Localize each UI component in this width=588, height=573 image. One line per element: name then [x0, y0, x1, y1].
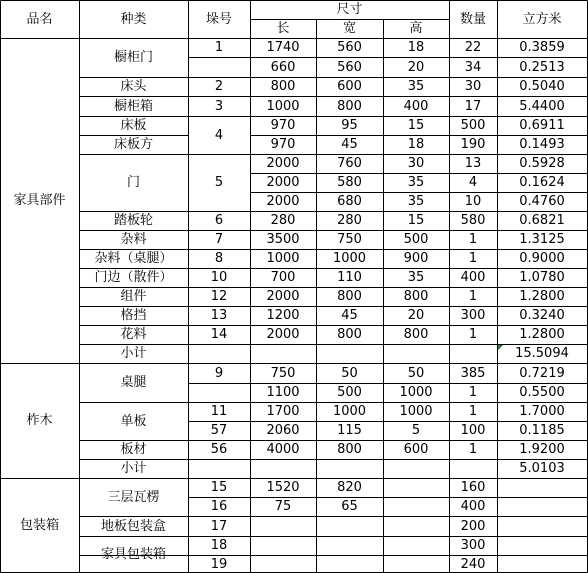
- cell-m3: 1.0780: [519, 270, 565, 285]
- cell-length: 750: [270, 365, 296, 381]
- category-bed-head: 床头: [120, 79, 147, 94]
- category-timber: 板材: [120, 442, 147, 457]
- cell-m3: 0.5928: [519, 156, 565, 171]
- cell-qty: 34: [464, 59, 482, 75]
- cell-length: 1740: [266, 40, 300, 55]
- cell-pile: 8: [214, 251, 224, 266]
- cell-pile: 56: [210, 442, 228, 457]
- category-bed-board-square: 床板方: [113, 137, 153, 152]
- group-furniture: 家具部件: [13, 193, 66, 208]
- header-cubic-meters: 立方米: [522, 11, 562, 27]
- cell-m3: 0.5040: [519, 79, 565, 94]
- category-cabinet-box: 橱柜箱: [113, 98, 153, 114]
- cell-m3: 0.6821: [519, 213, 565, 228]
- cell-length: 2000: [266, 175, 300, 190]
- category-subtotal1: 小计: [120, 346, 147, 361]
- category-pedal-wheel: 踏板轮: [113, 213, 153, 228]
- cell-width: 800: [337, 442, 362, 457]
- cell-qty: 385: [460, 365, 486, 381]
- cell-height: 35: [407, 270, 425, 285]
- category-misc: 杂料: [120, 232, 147, 247]
- cell-qty: 10: [464, 194, 482, 209]
- cell-m3: 0.1624: [519, 175, 565, 190]
- header-size: 尺寸: [336, 2, 363, 17]
- cell-qty: 500: [460, 118, 486, 133]
- cell-qty: 1: [468, 385, 478, 400]
- cell-width: 580: [337, 175, 362, 190]
- group-zuomu: 柞木: [26, 413, 53, 428]
- cell-m3: 1.2800: [519, 327, 565, 342]
- cell-length: 1200: [266, 308, 300, 323]
- cell-m3: 0.3859: [519, 40, 565, 55]
- cell-width: 600: [337, 79, 362, 94]
- cell-m3: 0.4760: [519, 194, 565, 209]
- cell-height: 900: [403, 251, 429, 266]
- cell-qty: 22: [464, 40, 482, 55]
- cell-length: 2060: [266, 423, 300, 438]
- cell-pile: 6: [214, 213, 224, 228]
- header-height: 高: [409, 21, 423, 36]
- cell-pile: 19: [210, 556, 228, 572]
- header-length: 长: [276, 21, 290, 36]
- cell-qty: 240: [460, 556, 486, 572]
- cell-m3: 1.3125: [519, 232, 565, 247]
- cell-width: 65: [341, 499, 358, 514]
- cell-width: 560: [337, 40, 362, 55]
- cell-height: 500: [403, 232, 429, 247]
- cell-height: 1000: [399, 404, 433, 419]
- cell-width: 110: [337, 270, 362, 285]
- cell-m3: 0.1185: [519, 423, 565, 438]
- cell-length: 1000: [266, 98, 300, 114]
- cell-qty: 1: [468, 327, 478, 342]
- cell-length: 2000: [266, 327, 300, 342]
- cell-m3: 0.2513: [519, 59, 565, 75]
- cell-pile: 2: [214, 79, 224, 94]
- cell-m3: 0.9000: [519, 251, 565, 266]
- cell-length: 2000: [266, 156, 300, 171]
- cell-height: 5: [411, 423, 421, 438]
- cell-height: 35: [407, 79, 425, 94]
- category-floor-box: 地板包装盒: [100, 518, 166, 534]
- cell-qty: 1: [468, 442, 478, 457]
- cell-length: 2000: [266, 194, 300, 209]
- cell-width: 800: [337, 289, 362, 304]
- cell-pile: 1: [214, 40, 224, 55]
- cell-qty: 4: [468, 175, 478, 190]
- cell-m3: 1.7000: [519, 404, 565, 419]
- cell-m3: 5.4400: [519, 98, 565, 114]
- pile-cell-merged: 5: [214, 175, 224, 190]
- cell-width: 45: [341, 308, 358, 323]
- cell-qty: 400: [460, 270, 486, 285]
- cell-qty: 1: [468, 289, 478, 304]
- cell-height: 20: [407, 308, 425, 323]
- cell-width: 1000: [332, 251, 367, 266]
- cell-width: 800: [337, 98, 362, 114]
- cell-pile: 18: [210, 538, 228, 553]
- cell-pile: 9: [214, 365, 224, 381]
- cell-width: 280: [337, 213, 362, 228]
- cell-length: 1700: [266, 404, 300, 419]
- cell-height: 15: [407, 213, 425, 228]
- cell-pile: 15: [210, 480, 228, 495]
- header-width: 宽: [342, 21, 356, 36]
- cell-width: 750: [337, 232, 362, 247]
- comment-marker-icon: [498, 345, 503, 350]
- cell-width: 760: [337, 156, 362, 171]
- cell-qty: 17: [464, 98, 482, 114]
- category-veneer: 单板: [120, 413, 147, 429]
- category-door-edge: 门边（散件）: [94, 270, 173, 285]
- cell-m3: 1.9200: [519, 442, 565, 457]
- cell-qty: 160: [460, 480, 486, 495]
- cell-qty: 13: [464, 156, 482, 171]
- cell-m3: 5.0103: [519, 461, 565, 476]
- cell-height: 20: [407, 59, 425, 75]
- category-door: 门: [126, 175, 140, 190]
- cell-height: 400: [403, 98, 429, 114]
- cell-pile: 16: [210, 499, 228, 514]
- cell-width: 50: [341, 365, 358, 381]
- cell-m3: 0.3240: [519, 308, 565, 323]
- cell-height: 18: [407, 137, 425, 152]
- cell-height: 30: [407, 156, 425, 171]
- category-grid-stop: 格挡: [120, 308, 147, 323]
- cell-qty: 1: [468, 251, 478, 266]
- cell-height: 18: [407, 40, 425, 55]
- cell-qty: 30: [464, 79, 482, 94]
- cell-height: 35: [407, 175, 425, 190]
- cell-length: 3500: [266, 232, 300, 247]
- cell-height: 1000: [399, 385, 433, 400]
- cell-pile: 7: [214, 232, 224, 247]
- cell-width: 45: [341, 137, 358, 152]
- cell-qty: 300: [460, 308, 486, 323]
- cell-pile: 14: [210, 327, 228, 342]
- cell-width: 115: [337, 423, 362, 438]
- cell-pile: 3: [214, 98, 224, 114]
- cell-length: 660: [270, 59, 296, 75]
- category-bed-board: 床板: [120, 118, 147, 133]
- cell-length: 4000: [266, 442, 300, 457]
- header-category: 种类: [120, 11, 147, 27]
- header-pile-no: 垛号: [205, 11, 232, 27]
- cell-height: 600: [403, 442, 429, 457]
- cell-m3: 0.7219: [519, 365, 565, 381]
- cell-width: 1000: [332, 404, 367, 419]
- cell-length: 2000: [266, 289, 300, 304]
- cell-length: 280: [270, 213, 296, 228]
- cell-width: 95: [341, 118, 358, 133]
- cell-m3: 15.5094: [515, 346, 569, 361]
- header-quantity: 数量: [459, 11, 486, 27]
- cell-m3: 1.2800: [519, 289, 565, 304]
- category-assembly: 组件: [120, 289, 147, 304]
- cell-width: 560: [337, 59, 362, 75]
- cell-height: 800: [403, 327, 429, 342]
- cell-qty: 1: [468, 404, 478, 419]
- cell-length: 970: [270, 118, 296, 133]
- cell-height: 15: [407, 118, 425, 133]
- group-packaging: 包装箱: [19, 518, 59, 533]
- cell-qty: 190: [460, 137, 486, 152]
- cell-height: 35: [407, 194, 425, 209]
- cell-qty: 300: [460, 538, 486, 553]
- cell-m3: 0.6911: [519, 118, 565, 133]
- category-table-legs: 桌腿: [120, 375, 147, 390]
- cell-pile: 17: [210, 518, 228, 534]
- category-furniture-box: 家具包装箱: [100, 547, 166, 562]
- cell-pile: 10: [210, 270, 228, 285]
- pile-cell-merged: 4: [214, 127, 224, 143]
- cell-qty: 1: [468, 232, 478, 247]
- cell-width: 820: [337, 480, 362, 495]
- cell-length: 700: [270, 270, 296, 285]
- cell-pile: 13: [210, 308, 228, 323]
- category-pattern: 花料: [120, 327, 147, 342]
- category-misc-legs: 杂料（桌腿）: [94, 251, 173, 266]
- cell-width: 800: [337, 327, 362, 342]
- cell-qty: 200: [460, 518, 486, 534]
- cell-m3: 0.1493: [519, 137, 565, 152]
- category-triple-tile: 三层瓦楞: [107, 489, 160, 505]
- cell-width: 500: [337, 385, 362, 400]
- category-subtotal2: 小计: [120, 461, 147, 476]
- cell-length: 75: [274, 499, 292, 514]
- cell-pile: 57: [210, 423, 228, 438]
- cell-length: 970: [270, 137, 296, 152]
- cell-qty: 580: [460, 213, 486, 228]
- cell-m3: 0.5500: [519, 385, 565, 400]
- cell-qty: 400: [460, 499, 486, 514]
- cell-pile: 11: [210, 404, 228, 419]
- category-cabinet-door: 橱柜门: [113, 50, 153, 65]
- cell-length: 1100: [266, 385, 300, 400]
- header-name: 品名: [26, 11, 53, 27]
- cell-length: 800: [270, 79, 296, 94]
- cell-length: 1520: [266, 480, 300, 495]
- cell-pile: 12: [210, 289, 228, 304]
- cell-height: 50: [407, 365, 425, 381]
- cell-height: 800: [403, 289, 429, 304]
- cell-qty: 100: [460, 423, 486, 438]
- cell-length: 1000: [266, 251, 300, 266]
- cell-width: 680: [337, 194, 362, 209]
